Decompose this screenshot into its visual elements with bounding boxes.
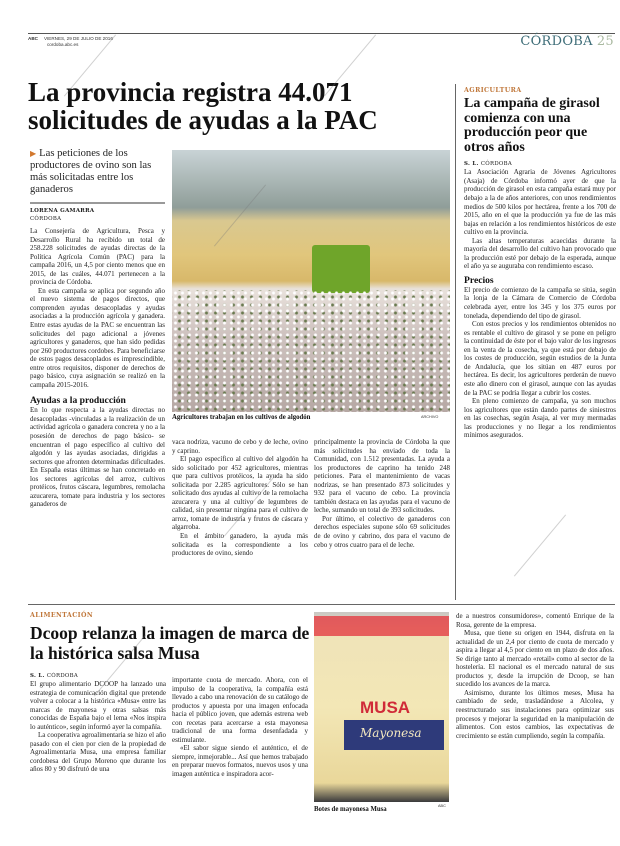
paragraph: La cooperativa agroalimentaria se hizo el año pasado con el cien por cien de la propiedad de Agroalimentaria Musa, una empresa familiar cordobesa del Grupo Moreno que durante los años 80 y 90 disfrutó de una bbox=[30, 731, 166, 774]
subhead: Precios bbox=[464, 274, 494, 286]
paragraph: El precio de comienzo de la campaña se sitúa, según la lonja de la Cámara de Comercio de Córdoba celebrada ayer, entre los 345 y los 375 euros por tonelada, dependiendo del tipo de girasol. bbox=[464, 285, 616, 320]
brand-label: MUSA bbox=[360, 698, 411, 717]
divider bbox=[30, 202, 165, 204]
photo-caption: Agricultores trabajan en los cultivos de algodón bbox=[172, 414, 311, 421]
main-headline: La provincia registra 44.071 solicitudes de ayudas a la PAC bbox=[28, 77, 378, 135]
byline-location: CÓRDOBA bbox=[30, 216, 62, 222]
photo-credit: ARCHIVO bbox=[421, 415, 439, 419]
bottom-headline: Dcoop relanza la imagen de marca de la histórica salsa Musa bbox=[30, 623, 310, 663]
section-name: CÓRDOBA bbox=[520, 34, 593, 49]
bottom-column-1 bbox=[30, 680, 166, 774]
paragraph: principalmente la provincia de Córdoba la que más solicitudes ha enviado de toda la Comunidad, con 1.512 presentadas. La ayuda a los productores de caprino ha tenido 248 peticiones. Para el mantenimiento de vacas nodrizas, se han presentado 873 solicitudes y 932 para el vacuno de cebo. La provincia también destaca en las ayudas para el vacuno de leche, sumando un total de 393 solicitudes. bbox=[314, 438, 450, 515]
tractor bbox=[312, 245, 370, 293]
product-label: Mayonesa bbox=[360, 726, 422, 740]
main-column-1 bbox=[30, 227, 165, 509]
bottom-column-2 bbox=[172, 676, 308, 836]
page-meta bbox=[28, 36, 113, 47]
paragraph: La Asociación Agraria de Jóvenes Agricultores (Asaja) de Córdoba informó ayer de que la producción de girasol en esta campaña estará muy por debajo a la de años anteriores, con unos rendimientos medios de 500 kilos por hectárea, frente a los 700 de 2015, año en el que la producción ya fue de las más bajas en relación a los rendimientos históricos de este cultivo en la provincia. bbox=[464, 168, 616, 237]
side-kicker: AGRICULTURA bbox=[464, 87, 522, 94]
paragraph: importante cuota de mercado. Ahora, con el impulso de la cooperativa, la compañía está llevado a cabo una renovación de su catálogo de productos y apuesta por una imagen enfocada hacia el público joven, que además estrena web con recetas para acercarse a esta mayonesa tradicional de una forma desenfadada y estimulante. bbox=[172, 676, 308, 744]
photo-credit: ABC bbox=[438, 804, 446, 808]
main-left-column bbox=[30, 148, 165, 600]
paragraph: En pleno comienzo de campaña, ya son muchos los agricultores que están dando partes de siniestros en las cosechas, según Asaja, al ver muy mermadas las producciones y no llegar a los rendimientos mínimos asegurados. bbox=[464, 397, 616, 440]
main-deck bbox=[30, 148, 165, 196]
photo-caption: Botes de mayonesa Musa bbox=[314, 806, 387, 813]
brand: ABC bbox=[28, 36, 38, 41]
bottom-column-3 bbox=[456, 612, 614, 836]
deck-text: Las peticiones de los productores de ovino son las más solicitadas entre los ganaderos bbox=[30, 148, 152, 195]
paragraph: En el ámbito ganadero, la ayuda más solicitada es la correspondiente a los productores de ovino, siendo bbox=[172, 532, 308, 558]
section-divider bbox=[28, 604, 615, 605]
subhead: Ayudas a la producción bbox=[30, 395, 126, 407]
paragraph: Asimismo, durante los últimos meses, Musa ha cambiado de sede, trasladándose a Alcolea, y reestructurado sus instalaciones para optimizar sus procesos y mejorar la seguridad en la manipulación de alimentos. Con estos cambios, las expectativas de crecimiento se están cumpliendo, según la compañía. bbox=[456, 688, 614, 740]
paragraph: En esta campaña se aplica por segundo año el nuevo sistema de pagos directos, que comprenden ayudas desacopladas y ayudas asociadas a la producción agrícola y ganadera. Entre estas ayudas de la PAC se encuentran las solicitudes del pago adicional a jóvenes agricultores y ganaderos, que han sido pedidas por 260 productores cordobes. Para beneficiarse de estos pagos desacoplados es imprescindible, entre otros requisitos, disponer de derechos de pago básico, cuya asignación se realizó en la campaña 2015-2016. bbox=[30, 286, 165, 389]
paragraph: de a nuestros consumidores», comentó Enrique de la Rosa, gerente de la empresa. bbox=[456, 612, 614, 629]
paragraph: En lo que respecta a la ayudas directas no desacopladas -vinculadas a la realización de un actividad agrícola o ganadera concreta y no a la posesión de derechos de pago básico- se encuentran el pago específico al cultivo del algodón y las ayudas asociadas, dirigidas a sectores que afronten determinadas dificultades. En España estas últimas se han concretado en los sectores agrícolas del arroz, cultivos protéicos, frutos cáscara, legumbres, remolacha azucarera, tomate para industria y los sectores ganaderos de bbox=[30, 406, 165, 509]
author: LORENA GAMARRA bbox=[30, 208, 95, 214]
cotton-field-photo bbox=[172, 150, 450, 412]
paragraph: El pago específico al cultivo del algodón ha sido solicitado por 452 agricultores, mientras que para cultivos protéicos, la ayuda ha sido solicitada por 2.285 agricultores. Sólo se han solicitado dos ayudas al cultivo de la remolacha azucarera y una al cultivo de legumbres de calidad, sin presentar ninguna para el cultivo de arroz, tomate de industria y frutos de cáscara y algarroba. bbox=[172, 455, 308, 532]
side-article bbox=[464, 87, 616, 600]
bottom-kicker: ALIMENTACIÓN bbox=[30, 612, 94, 619]
bullet-triangle-icon: ▶ bbox=[30, 149, 37, 158]
side-headline: La campaña de girasol comienza con una producción peor que otros años bbox=[464, 96, 600, 155]
byline-initials: S. L. bbox=[464, 161, 479, 168]
mayonnaise-photo bbox=[314, 612, 449, 802]
main-byline bbox=[30, 207, 165, 223]
page-number: 25 bbox=[596, 34, 614, 49]
byline-initials: S. L. bbox=[30, 673, 45, 679]
paragraph: Las altas temperaturas acaecidas durante la mayoría del desarrollo del cultivo han provocado que la producción esté por debajo de la esperada, aunque el año ya se auguraba con rendimiento escaso. bbox=[464, 236, 616, 271]
site-url: cordoba.abc.es bbox=[47, 41, 79, 47]
byline-location: CÓRDOBA bbox=[46, 673, 79, 679]
paragraph: Con estos precios y los rendimientos obtenidos no es rentable el cultivo de girasol y se pone en peligro la continuidad de éste por el bajo valor de los ingresos en la venta de la cosecha, ya que está por debajo de los costes de producción, según estudios de la Junta de Andalucía, que los sitúan en 487 euros por hectárea. Es decir, los agricultores perderán de nuevo este año dinero con el girasol, aunque con las ayudas de la PAC se podría llegar a cubrir los costes. bbox=[464, 320, 616, 397]
side-byline bbox=[464, 160, 616, 168]
paragraph: El grupo alimentario DCOOP ha lanzado una estrategia de comunicación digital que pretende volver a colocar a la histórica «Musa» entre las marcas de mayonesa y otras salsas más conocidas de España bajo el lema «Nos inspira lo auténtico», según informó ayer la compañía. bbox=[30, 680, 166, 731]
date: VIERNES, 29 DE JULIO DE 2016 bbox=[43, 36, 113, 41]
main-column-2 bbox=[172, 438, 308, 600]
bottom-left bbox=[30, 672, 166, 836]
jar-lids bbox=[314, 616, 449, 636]
section-header bbox=[520, 34, 614, 49]
paragraph: vaca nodriza, vacuno de cebo y de leche, ovino y caprino. bbox=[172, 438, 308, 455]
side-column bbox=[464, 168, 616, 439]
cotton-texture bbox=[172, 290, 450, 412]
paragraph: Musa, que tiene su origen en 1944, disfruta en la actualidad de un 2,4 por ciento de cuota de mercado y aspira a llegar al 4,5 por ciento en un plazo de dos años. Se dirige tanto al mercado «retail» como al sector de la hostelería. El nacional es el mercado natural de sus productos y, desde la irrupción de Dcoop, se han sucedido los avances de la marca. bbox=[456, 629, 614, 689]
paragraph: «El sabor sigue siendo el auténtico, el de siempre, inmejorable... Así que hemos trabajado en preparar nuevos formatos, nuevos usos y una imagen auténtica e inspiradora acor- bbox=[172, 744, 308, 779]
main-column-3 bbox=[314, 438, 450, 600]
paragraph: Por último, el colectivo de ganaderos con derechos especiales supone sólo 69 solicitudes de de ovino y cabrino, dos para el vacuno de cebo y otros cuatro para el de leche. bbox=[314, 514, 450, 549]
column-divider bbox=[455, 84, 456, 600]
bottom-byline bbox=[30, 672, 166, 680]
paragraph: La Consejería de Agricultura, Pesca y Desarrollo Rural ha recibido un total de 258.228 solicitudes de ayudas directas de la Política Agrícola Común (PAC) para la campaña 2016, un 4,5 por ciento menos que en 2015, de las cuáles, 44.071 pertenecen a la provincia de Córdoba. bbox=[30, 227, 165, 287]
byline-location: CÓRDOBA bbox=[480, 161, 513, 168]
